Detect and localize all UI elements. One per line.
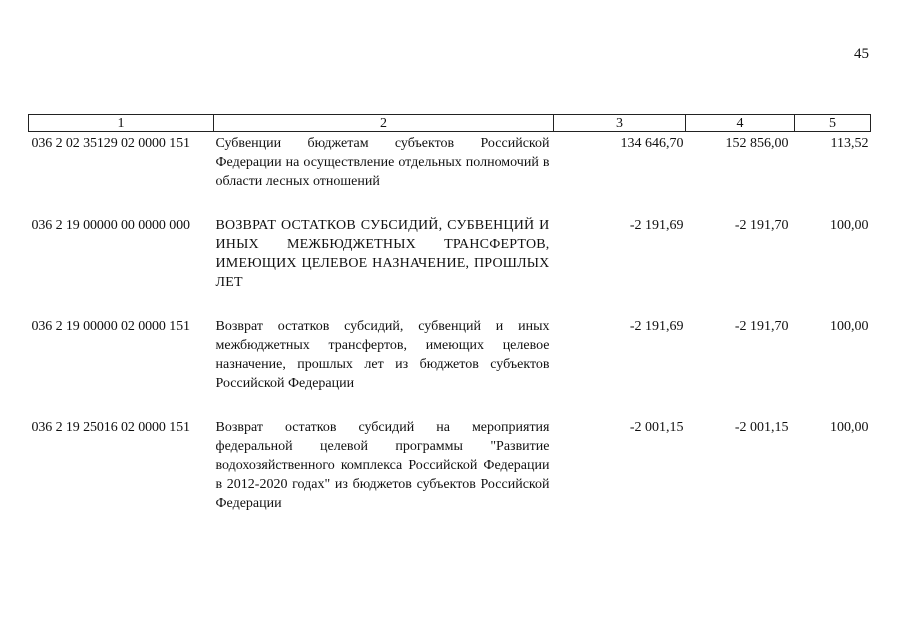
page-number: 45 — [854, 46, 869, 62]
budget-code: 036 2 19 00000 00 0000 000 — [31, 218, 190, 233]
header-row — [29, 115, 871, 132]
value-column-3: 134 646,70 — [620, 136, 684, 151]
column-header-2: 2 — [214, 115, 554, 132]
column-header-3: 3 — [554, 115, 686, 132]
item-name: Субвенции бюджетам субъектов Российской Федерации на осуществление отдельных полномочий в области лесных отношений — [215, 136, 550, 189]
column-header-5: 5 — [795, 115, 871, 132]
value-column-3: -2 001,15 — [629, 420, 684, 435]
value-column-3: -2 191,69 — [629, 319, 684, 334]
table-row — [29, 216, 871, 317]
budget-code: 036 2 19 25016 02 0000 151 — [31, 420, 190, 435]
budget-code: 036 2 02 35129 02 0000 151 — [31, 136, 190, 151]
column-header-1: 1 — [29, 115, 214, 132]
table-row — [29, 418, 871, 513]
value-column-4: -2 191,70 — [734, 218, 789, 233]
value-column-4: -2 191,70 — [734, 319, 789, 334]
value-column-4: -2 001,15 — [734, 420, 789, 435]
value-column-5: 100,00 — [830, 319, 869, 334]
budget-code: 036 2 19 00000 02 0000 151 — [31, 319, 190, 334]
budget-table — [28, 114, 871, 513]
item-name: Возврат остатков субсидий, субвенций и иных межбюджетных трансфертов, имеющих целевое назначение, прошлых лет из бюджетов субъектов Российской Федерации — [215, 319, 550, 391]
value-column-5: 100,00 — [830, 420, 869, 435]
column-header-4: 4 — [686, 115, 795, 132]
value-column-5: 113,52 — [830, 136, 869, 151]
table-row — [29, 132, 871, 217]
item-name: ВОЗВРАТ ОСТАТКОВ СУБСИДИЙ, СУБВЕНЦИЙ И ИНЫХ МЕЖБЮДЖЕТНЫХ ТРАНСФЕРТОВ, ИМЕЮЩИХ ЦЕЛЕВОЕ НАЗНАЧЕНИЕ, ПРОШЛЫХ ЛЕТ — [215, 218, 550, 290]
item-name: Возврат остатков субсидий на мероприятия федеральной целевой программы "Развитие водохозяйственного комплекса Российской Федерации в 2012-2020 годах" из бюджетов субъектов Российской Федерации — [215, 420, 550, 511]
value-column-4: 152 856,00 — [725, 136, 789, 151]
table-row — [29, 317, 871, 418]
value-column-5: 100,00 — [830, 218, 869, 233]
value-column-3: -2 191,69 — [629, 218, 684, 233]
